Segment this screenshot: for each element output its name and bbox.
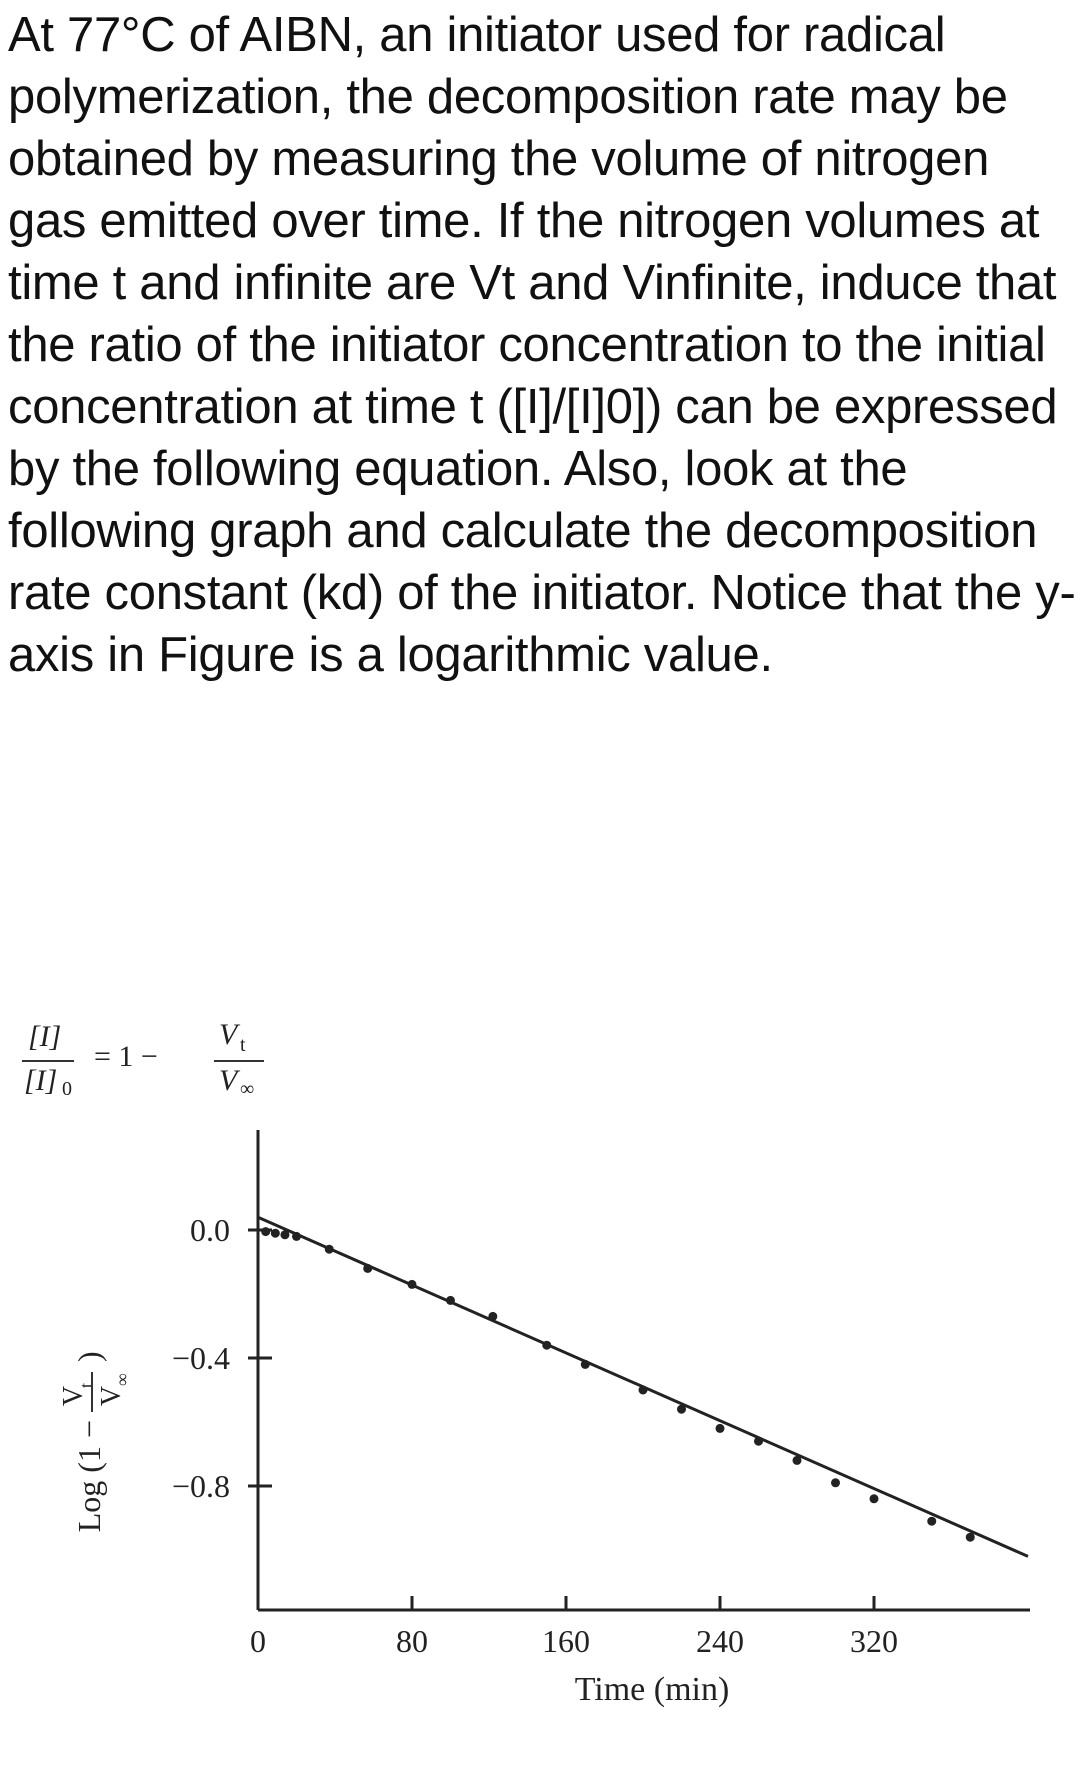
data-point: [793, 1456, 802, 1465]
y-axis-label-prefix: Log (1 −: [71, 1420, 107, 1533]
x-tick-label: 80: [396, 1623, 428, 1659]
chart-axes: [258, 1130, 1030, 1610]
eq-lhs-denominator-sub: 0: [62, 1078, 72, 1100]
data-point: [677, 1405, 686, 1414]
data-point: [639, 1386, 648, 1395]
data-point: [325, 1245, 334, 1254]
data-points: [261, 1227, 975, 1542]
y-tick-label: 0.0: [190, 1212, 230, 1248]
y-axis-label-den: V: [96, 1385, 127, 1407]
question-text: At 77°C of AIBN, an initiator used for radical polymerization, the decomposition rate may be obtained by measuring the volume of nitrogen gas emitted over time. If the nitrogen volumes at time t and infinite are Vt and Vinfinite, induce that the ratio of the initiator concentration to the initial concentration at time t ([I]/[I]0]) can be expressed by the following equation. Also, look at the following graph and calculate the decomposition rate constant (kd) of the initiator. Notice that the y-axis in Figure is a logarithmic value.: [8, 8, 1076, 682]
data-point: [261, 1227, 270, 1236]
y-axis-label-suffix: ): [71, 1351, 107, 1362]
eq-rhs-denominator-sub: ∞: [240, 1078, 255, 1100]
eq-equals-one-minus: = 1 −: [94, 1040, 158, 1073]
data-point: [292, 1232, 301, 1241]
data-point: [927, 1517, 936, 1526]
eq-rhs-denominator: V: [219, 1064, 238, 1097]
x-tick-label: 160: [542, 1623, 590, 1659]
data-point: [581, 1360, 590, 1369]
data-point: [408, 1280, 417, 1289]
data-point: [280, 1230, 289, 1239]
x-tick-label: 0: [250, 1623, 266, 1659]
data-point: [754, 1437, 763, 1446]
data-point: [716, 1424, 725, 1433]
data-point: [831, 1478, 840, 1487]
ratio-equation: [14, 1020, 274, 1130]
y-axis-label-num: V: [58, 1385, 89, 1407]
x-tick-label: 320: [850, 1623, 898, 1659]
eq-rhs-numerator-sub: t: [240, 1034, 246, 1056]
y-axis-label-den-sub: ∞: [112, 1373, 132, 1386]
decomposition-chart: [0, 1120, 1080, 1760]
data-point: [363, 1264, 372, 1273]
data-point: [966, 1533, 975, 1542]
y-tick-label: −0.4: [171, 1340, 230, 1376]
eq-rhs-numerator: V: [219, 1018, 238, 1051]
data-point: [488, 1312, 497, 1321]
eq-lhs-denominator: [I]: [24, 1064, 58, 1097]
eq-lhs-numerator: [I]: [28, 1020, 62, 1053]
data-point: [271, 1229, 280, 1238]
x-ticks: [250, 1596, 898, 1659]
y-tick-label: −0.8: [171, 1468, 230, 1504]
y-axis-label-num-sub: t: [76, 1382, 96, 1388]
y-axis-label: [58, 1351, 132, 1532]
x-axis-label: Time (min): [574, 1671, 730, 1708]
data-point: [542, 1341, 551, 1350]
data-point: [870, 1494, 879, 1503]
x-tick-label: 240: [696, 1623, 744, 1659]
data-point: [446, 1296, 455, 1305]
